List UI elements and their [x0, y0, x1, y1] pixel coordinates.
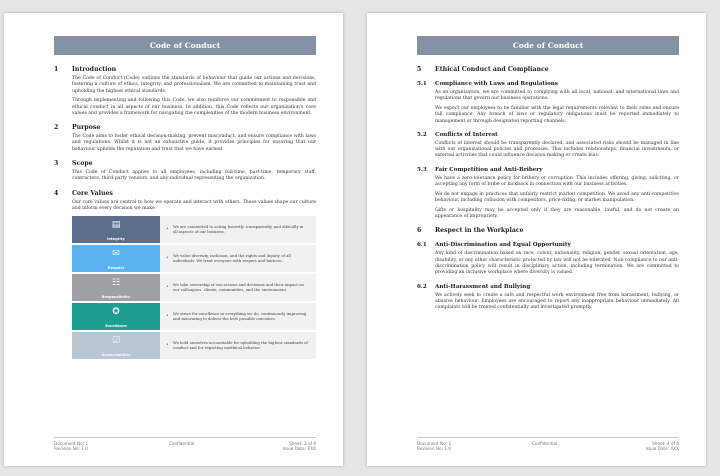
core-value-tile: [72, 216, 160, 243]
section-number: 3: [54, 160, 59, 168]
section: [54, 65, 316, 117]
core-value-tile: [72, 303, 160, 330]
footer-doc-no: Document No: 1: [417, 441, 452, 446]
section: [417, 131, 679, 160]
section-heading: [417, 226, 679, 235]
certificate-icon: ▤: [111, 219, 121, 230]
footer-rev-no: Revision No: 1.0: [417, 446, 451, 451]
paragraph: We actively seek to create a safe and respectful work environment free from harassment, bullying, or abusive behaviour. Employees are encouraged to report any inappropriate behaviour immediately. All complaints will be treated confidentially and investigated promptly.: [435, 292, 679, 311]
section-heading: [417, 65, 679, 74]
paragraph: We have a zero-tolerance policy for bribery or corruption. This includes offering, giving, soliciting, or accepting any form of bribe or kickback in connection with our business activities.: [435, 175, 679, 188]
section-heading: [54, 65, 316, 74]
section-number: 4: [54, 189, 59, 197]
core-value-tile: [72, 332, 160, 359]
core-value-label: Responsibility: [101, 294, 131, 299]
paragraph: We do not engage in practices that unfairly restrict market competition. We avoid any anti-competitive behaviour, including collusion with competitors, price-fixing, or market manipulation.: [435, 191, 679, 204]
core-value-row: [72, 332, 316, 359]
footer-sheet-info: [282, 441, 316, 451]
section-title: Conflicts of Interest: [435, 131, 498, 138]
page-title-banner: Code of Conduct: [54, 36, 316, 55]
footer-rev-no: Revision No: 1.0: [54, 446, 88, 451]
core-value-tile: [72, 274, 160, 301]
bullet-icon: •: [166, 255, 169, 261]
star-badge-icon: ✪: [112, 306, 120, 317]
core-value-description: [160, 303, 316, 330]
subsection-heading: [417, 80, 679, 88]
section-title: Ethical Conduct and Compliance: [435, 66, 549, 73]
core-value-label: Accountability: [101, 352, 131, 357]
subsection-heading: [417, 241, 679, 249]
section: [417, 226, 679, 235]
section: [54, 189, 316, 359]
paragraph: Any kind of discrimination based on race, colour, nationality, religion, gender, sexual orientation, age, disability, or any other characteristic protected by law will not be tolerated. Non-compliance to our anti-discrimination policy will result in disciplinary action, including termination. We are committed to providing an inclusive workplace where diversity is valued.: [435, 251, 679, 276]
core-value-label: Respect: [107, 265, 125, 270]
footer-confidential: Confidential: [532, 441, 558, 446]
handshake-icon: ✉: [112, 248, 120, 259]
paragraph: The Code of Conduct (Code) outlines the standards of behaviour that guide our actions and decisions, fostering a culture of ethics, integrity, and professionalism. We are committed to maintaining trust and upholding the highest ethical standards.: [72, 76, 316, 94]
footer-sheet: Sheet: 4 of 6: [652, 441, 679, 446]
footer-sheet-info: [645, 441, 679, 451]
section-number: 5.2: [417, 131, 427, 138]
core-value-text: We take ownership of our actions and decisions and their impact on our colleagues, clients, communities, and the environment.: [173, 281, 304, 293]
section: [54, 159, 316, 183]
section-heading: [54, 123, 316, 132]
section: [54, 123, 316, 153]
section: [417, 241, 679, 276]
section-number: 6.1: [417, 242, 427, 249]
page-title-banner: Code of Conduct: [417, 36, 679, 55]
core-value-text: We hold ourselves accountable for upholding the highest standards of conduct and for reporting unethical behavior.: [173, 339, 308, 351]
core-value-row: [72, 245, 316, 272]
section-title: Introduction: [72, 66, 117, 73]
section: [417, 80, 679, 125]
core-value-description: [160, 332, 316, 359]
section-number: 1: [54, 66, 59, 73]
section: [417, 166, 679, 221]
bullet-icon: •: [166, 313, 169, 319]
section-number: 6.2: [417, 283, 427, 290]
people-icon: ☷: [111, 277, 121, 288]
section-title: Fair Competition and Anti-Bribery: [435, 166, 543, 173]
section-title: Scope: [72, 160, 93, 168]
subsection-heading: [417, 166, 679, 174]
paragraph: Conflicts of interest should be transparently declared, and associated risks should be managed in line with our organizational policies and processes. This includes relationships, financial investments, or external activities that could influence decision-making or create bias.: [435, 140, 679, 159]
page-content: [54, 65, 316, 361]
subsection-heading: [417, 283, 679, 291]
footer-doc-info: [417, 441, 451, 451]
footer-confidential: Confidential: [169, 441, 195, 446]
core-value-tile: [72, 245, 160, 272]
section-number: 5.3: [417, 166, 427, 173]
core-value-row: [72, 274, 316, 301]
section-title: Compliance with Laws and Regulations: [435, 81, 559, 87]
core-value-label: Excellence: [105, 323, 127, 328]
subsection-heading: [417, 131, 679, 139]
document-page-4: [367, 13, 706, 466]
core-value-row: [72, 216, 316, 243]
core-value-description: [160, 274, 316, 301]
section-number: 6: [417, 227, 422, 235]
section-title: Anti-Harassment and Bullying: [435, 283, 531, 290]
paragraph: As an organization, we are committed to complying with all local, national, and international laws and regulations that govern our business operations.: [435, 90, 679, 102]
paragraph: Our core values are central to how we operate and interact with others. These values shape our culture and inform every decision we make.: [72, 199, 316, 211]
core-value-label: Integrity: [107, 236, 125, 241]
section-title: Anti-Discrimination and Equal Opportunity: [435, 242, 571, 249]
core-value-text: We value diversity, inclusion, and the rights and dignity of all individuals. We treat everyone with respect and fairness.: [173, 252, 291, 264]
section: [417, 283, 679, 312]
bullet-icon: •: [166, 226, 169, 232]
paragraph: The Code aims to foster ethical decision-making, prevent misconduct, and ensure compliance with laws and regulations. Whilst it is not an exhaustive guide, it provides principles for ensuring that our behaviour upholds the reputation and trust that we have earned.: [72, 134, 316, 152]
document-page-3: [4, 13, 343, 466]
core-value-description: [160, 245, 316, 272]
footer-issue-date: Issue Date: XXX: [645, 446, 679, 451]
section-heading: [54, 189, 316, 198]
paragraph: Gifts or hospitality may be accepted only if they are reasonable, lawful, and do not create an appearance of impropriety.: [435, 207, 679, 220]
paragraph: Through implementing and following this Code, we also reinforce our commitment to responsible and ethical conduct in all aspects of our business. In addition, this Code reflects our organization's core values and provides a framework for navigating the complexities of the modern business environment.: [72, 98, 316, 116]
paragraph: This Code of Conduct applies to all employees, including full-time, part-time, temporary staff, contractors, third-party vendors, and any individual representing the organization.: [72, 170, 316, 182]
footer-doc-no: Document No: 1: [54, 441, 89, 446]
paragraph: We expect our employees to be familiar with the legal requirements relevant to their roles and ensure full compliance. Any breach of laws or regulatory obligations must be reported immediately to management or through designated reporting channels.: [435, 105, 679, 124]
page-footer: [54, 437, 316, 449]
section-title: Respect in the Workplace: [435, 227, 524, 235]
footer-doc-info: [54, 441, 88, 451]
bullet-icon: •: [166, 284, 169, 290]
section-number: 5: [417, 66, 422, 73]
core-value-text: We are committed to acting honestly, transparently, and ethically in all aspects of our business.: [173, 223, 304, 235]
core-value-description: [160, 216, 316, 243]
section: [417, 65, 679, 74]
core-value-text: We strive for excellence in everything we do, continuously improving and innovating to deliver the best possible outcomes.: [173, 310, 307, 322]
checklist-icon: ☑: [111, 335, 121, 346]
footer-sheet: Sheet: 3 of 6: [289, 441, 316, 446]
section-title: Purpose: [72, 124, 101, 132]
bullet-icon: •: [166, 342, 169, 348]
page-content: [417, 65, 679, 315]
section-title: Core Values: [72, 189, 113, 197]
footer-issue-date: Issue Date: XXX: [282, 446, 316, 451]
section-number: 2: [54, 124, 59, 132]
core-value-row: [72, 303, 316, 330]
page-footer: [417, 437, 679, 449]
core-values-table: [72, 216, 316, 359]
section-heading: [54, 159, 316, 168]
section-number: 5.1: [417, 81, 427, 87]
